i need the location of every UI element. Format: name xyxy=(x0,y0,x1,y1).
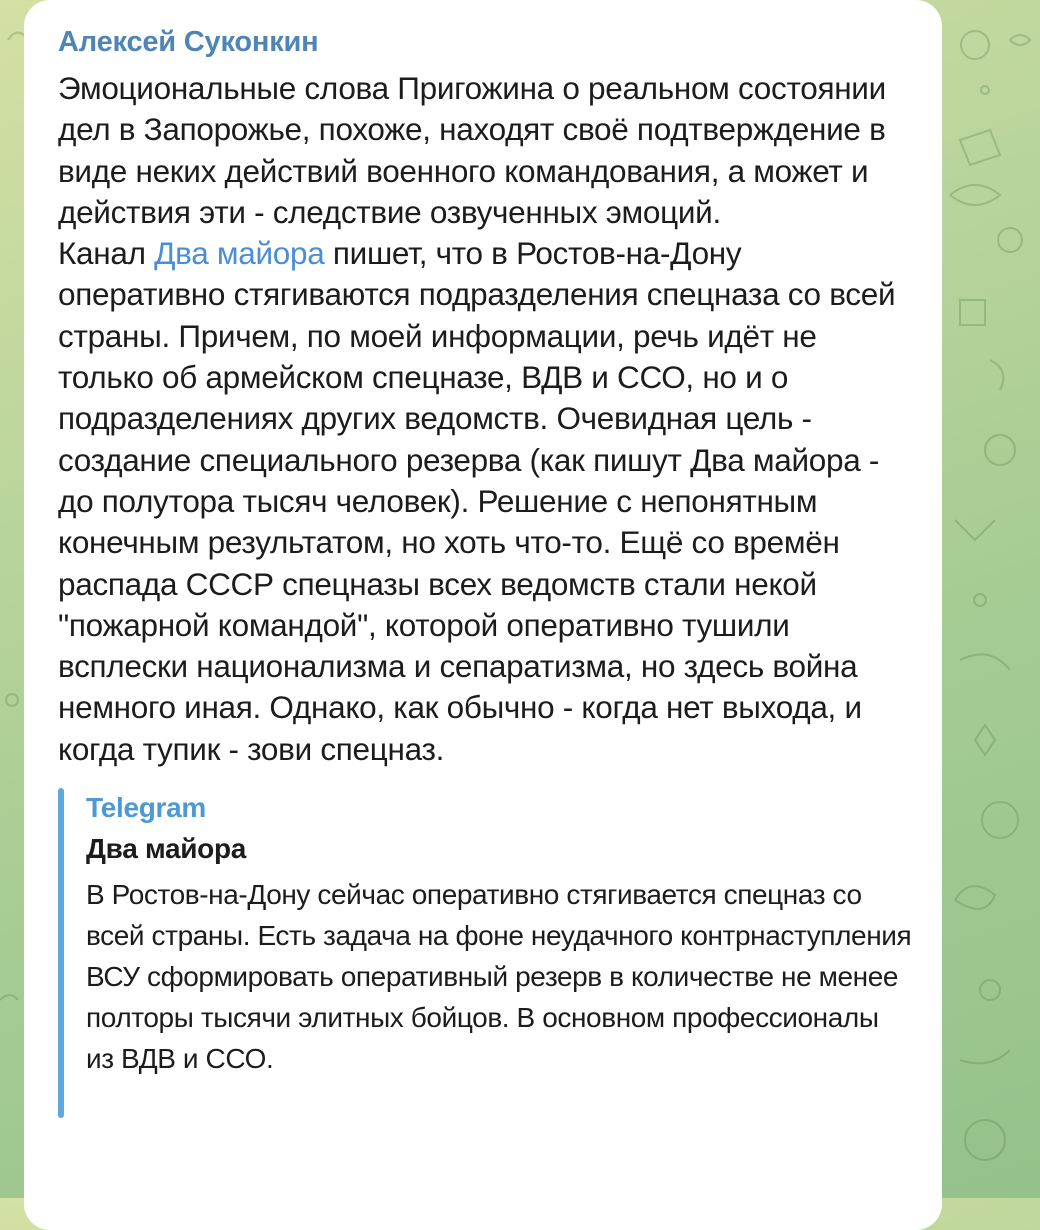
paragraph-2-prefix: Канал xyxy=(58,235,155,272)
message-paragraph-1: Эмоциональные слова Пригожина о реальном состоянии дел в Запорожье, похоже, находят своё подтверждение в виде неких действий военного командования, а может и действия эти - следствие озвученных эмоций. xyxy=(58,70,886,230)
channel-link[interactable]: Два майора xyxy=(154,235,325,272)
message-text xyxy=(58,68,912,770)
link-preview-site-name: Telegram xyxy=(86,792,207,824)
message-paragraph-2 xyxy=(58,233,912,770)
link-preview-description: В Ростов-на-Дону сейчас оперативно стягивается спецназ со всей страны. Есть задача на фоне неудачного контрнаступления ВСУ сформировать оперативный резерв в количестве не менее полторы тысячи элитных бойцов. В основном профессионалы из ВДВ и ССО. xyxy=(86,879,912,1075)
link-preview-title: Два майора xyxy=(86,833,247,865)
message-bubble[interactable] xyxy=(24,0,942,1230)
message-author-name[interactable]: Алексей Суконкин xyxy=(58,26,319,58)
link-preview[interactable] xyxy=(58,788,912,1079)
link-preview-accent-bar xyxy=(58,788,64,1118)
paragraph-2-suffix: пишет, что в Ростов-на-Дону оперативно стягиваются подразделения спецназа со всей страны. Причем, по моей информации, речь идёт не только об армейском спецназе, ВДВ и ССО, но и о подразделениях других ведомств. Очевидная цель - создание специального резерва (как пишут Два майора - до полутора тысяч человек). Решение с непонятным конечным результатом, но хоть что-то. Ещё со времён распада СССР спецназы всех ведомств стали некой "пожарной командой", которой оперативно тушили всплески национализма и сепаратизма, но здесь война немного иная. Однако, как обычно - когда нет выхода, и когда тупик - зови спецназ. xyxy=(58,235,896,767)
